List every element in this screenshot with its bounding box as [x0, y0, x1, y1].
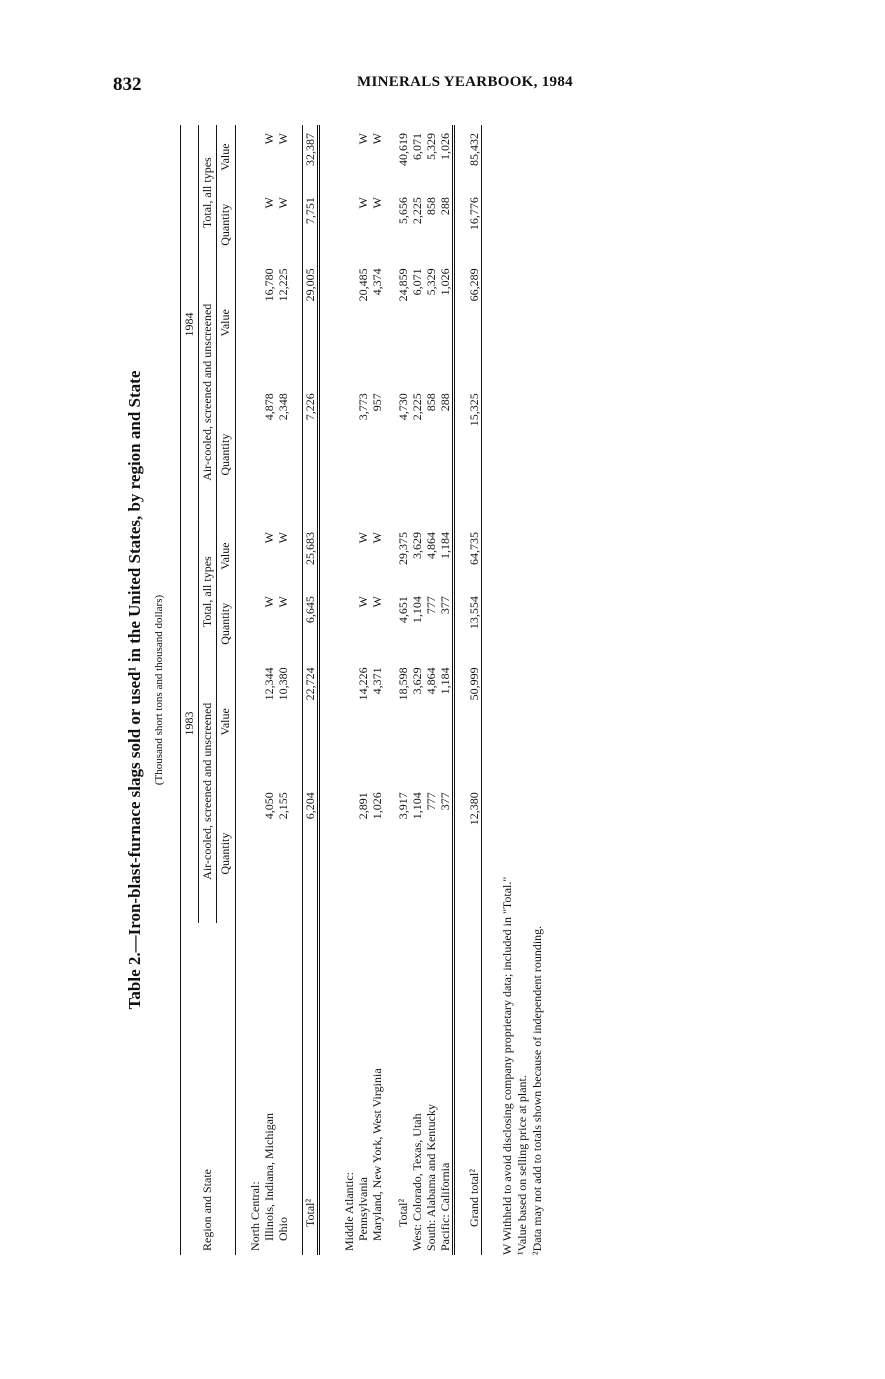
page-number: 832 — [113, 74, 142, 95]
cell: 40,619 — [395, 133, 410, 166]
cell: 4,651 — [395, 596, 410, 624]
cell: W — [261, 133, 276, 145]
cell: 16,776 — [466, 197, 481, 231]
cell: 12,380 — [466, 792, 481, 826]
table-row — [248, 125, 262, 1255]
cell: W — [355, 532, 370, 544]
cell: W — [275, 133, 290, 145]
cell: 15,325 — [466, 393, 481, 427]
cell: 2,348 — [275, 393, 290, 421]
cell: 858 — [423, 197, 438, 216]
cell: W — [369, 197, 384, 209]
subcol-header: Quantity — [218, 433, 233, 476]
cell: 377 — [438, 588, 454, 659]
cell: 2,225 — [409, 197, 424, 225]
table-row — [370, 125, 384, 1255]
cell: 6,071 — [409, 268, 424, 296]
cell: 12,225 — [275, 268, 290, 302]
subcol-header: Value — [218, 143, 233, 171]
cell: 4,371 — [369, 667, 384, 695]
cell: W — [261, 532, 276, 544]
row-label: South: Alabama and Kentucky — [423, 1104, 438, 1251]
row-label: Total² — [302, 923, 318, 1255]
row-label: West: Colorado, Texas, Utah — [409, 1113, 424, 1251]
cell: 4,730 — [395, 393, 410, 421]
subcol-header: Quantity — [218, 203, 233, 246]
row-label: Pacific: California — [438, 923, 454, 1255]
table-row — [262, 125, 276, 1255]
table-row — [396, 125, 410, 1255]
cell: 5,329 — [423, 268, 438, 296]
cell: W — [355, 133, 370, 145]
year-header-1984: 1984 — [181, 125, 199, 524]
cell: 777 — [423, 596, 438, 615]
table-row — [356, 125, 370, 1255]
region-label: Middle Atlantic: — [341, 1172, 356, 1251]
cell: 22,724 — [302, 659, 318, 784]
group-header: Air-cooled, screened and unscreened — [199, 659, 217, 923]
stub-header: Region and State — [200, 1169, 215, 1251]
table-row — [467, 125, 482, 1255]
cell: 25,683 — [302, 524, 318, 588]
cell: 66,289 — [466, 268, 481, 302]
footnote: ²Data may not add to totals shown because of independent rounding. — [530, 925, 544, 1255]
cell: 4,864 — [423, 667, 438, 695]
cell: 2,155 — [275, 792, 290, 820]
cell: 14,226 — [355, 667, 370, 701]
cell: 288 — [438, 189, 454, 260]
running-head: MINERALS YEARBOOK, 1984 — [357, 74, 573, 90]
cell: W — [275, 532, 290, 544]
cell: 64,735 — [466, 532, 481, 566]
cell: 1,026 — [369, 792, 384, 820]
cell: 4,864 — [423, 532, 438, 560]
table-row — [342, 125, 356, 1255]
cell: 10,380 — [275, 667, 290, 701]
cell: W — [261, 197, 276, 209]
row-label: Pennsylvania — [355, 1177, 370, 1241]
table-subtitle: (Thousand short tons and thousand dollars) — [153, 594, 165, 786]
cell: 3,629 — [409, 667, 424, 695]
cell: 5,656 — [395, 197, 410, 225]
table-row — [302, 125, 318, 1255]
group-header: Total, all types — [199, 125, 217, 260]
cell: 2,225 — [409, 393, 424, 421]
row-label: Grand total² — [466, 1169, 481, 1227]
cell: 1,104 — [409, 596, 424, 624]
subcol-header: Quantity — [218, 832, 233, 875]
cell: W — [355, 596, 370, 608]
cell: 6,071 — [409, 133, 424, 160]
cell: 377 — [438, 784, 454, 923]
cell: 4,374 — [369, 268, 384, 296]
cell: 858 — [423, 393, 438, 412]
cell: W — [355, 197, 370, 209]
cell: 18,598 — [395, 667, 410, 701]
cell: 29,005 — [302, 260, 318, 385]
cell: 957 — [369, 393, 384, 412]
cell: 13,554 — [466, 596, 481, 630]
cell: 288 — [438, 385, 454, 524]
cell: 1,104 — [409, 792, 424, 820]
cell: 20,485 — [355, 268, 370, 302]
cell: 6,645 — [302, 588, 318, 659]
group-header: Air-cooled, screened and unscreened — [199, 260, 217, 524]
table-row — [276, 125, 290, 1255]
slag-table — [180, 125, 482, 1255]
group-header: Total, all types — [199, 524, 217, 659]
subcol-header: Value — [218, 309, 233, 337]
subcol-header: Value — [218, 542, 233, 570]
cell: 7,751 — [302, 189, 318, 260]
row-label: Total² — [395, 1198, 410, 1227]
cell: W — [369, 133, 384, 145]
row-label: Maryland, New York, West Virginia — [369, 1068, 384, 1241]
row-label: Illinois, Indiana, Michigan — [261, 1113, 276, 1241]
cell: W — [369, 596, 384, 608]
cell: 1,026 — [438, 125, 454, 189]
cell: 16,780 — [261, 268, 276, 302]
cell: 24,859 — [395, 268, 410, 302]
table-row — [438, 125, 454, 1255]
cell: 1,184 — [438, 524, 454, 588]
cell: 3,773 — [355, 393, 370, 421]
cell: W — [261, 596, 276, 608]
region-label: North Central: — [247, 1181, 262, 1251]
year-header-1983: 1983 — [181, 524, 199, 923]
cell: 32,387 — [302, 125, 318, 189]
cell: 29,375 — [395, 532, 410, 566]
cell: 5,329 — [423, 133, 438, 160]
cell: 1,026 — [438, 260, 454, 385]
subcol-header: Value — [218, 708, 233, 736]
row-label: Ohio — [275, 1217, 290, 1241]
subcol-header: Quantity — [218, 602, 233, 645]
rotated-table-block — [125, 125, 555, 1255]
table-row — [410, 125, 424, 1255]
cell: 3,629 — [409, 532, 424, 560]
footnote: ¹Value based on selling price at plant. — [515, 1075, 529, 1255]
cell: 777 — [423, 792, 438, 811]
cell: 50,999 — [466, 667, 481, 701]
cell: 6,204 — [302, 784, 318, 923]
footnote: W Withheld to avoid disclosing company proprietary data; included in "Total." — [500, 876, 514, 1255]
footnotes — [500, 125, 545, 1255]
table-title: Table 2.—Iron-blast-furnace slags sold or used¹ in the United States, by region and State — [125, 370, 144, 1010]
cell: 7,226 — [302, 385, 318, 524]
cell: 12,344 — [261, 667, 276, 701]
cell: W — [275, 197, 290, 209]
cell: 3,917 — [395, 792, 410, 820]
cell: 4,878 — [261, 393, 276, 421]
cell: 4,050 — [261, 792, 276, 820]
cell: 85,432 — [466, 133, 481, 166]
table-row — [424, 125, 438, 1255]
cell: 1,184 — [438, 659, 454, 784]
cell: W — [369, 532, 384, 544]
cell: 2,891 — [355, 792, 370, 820]
cell: W — [275, 596, 290, 608]
